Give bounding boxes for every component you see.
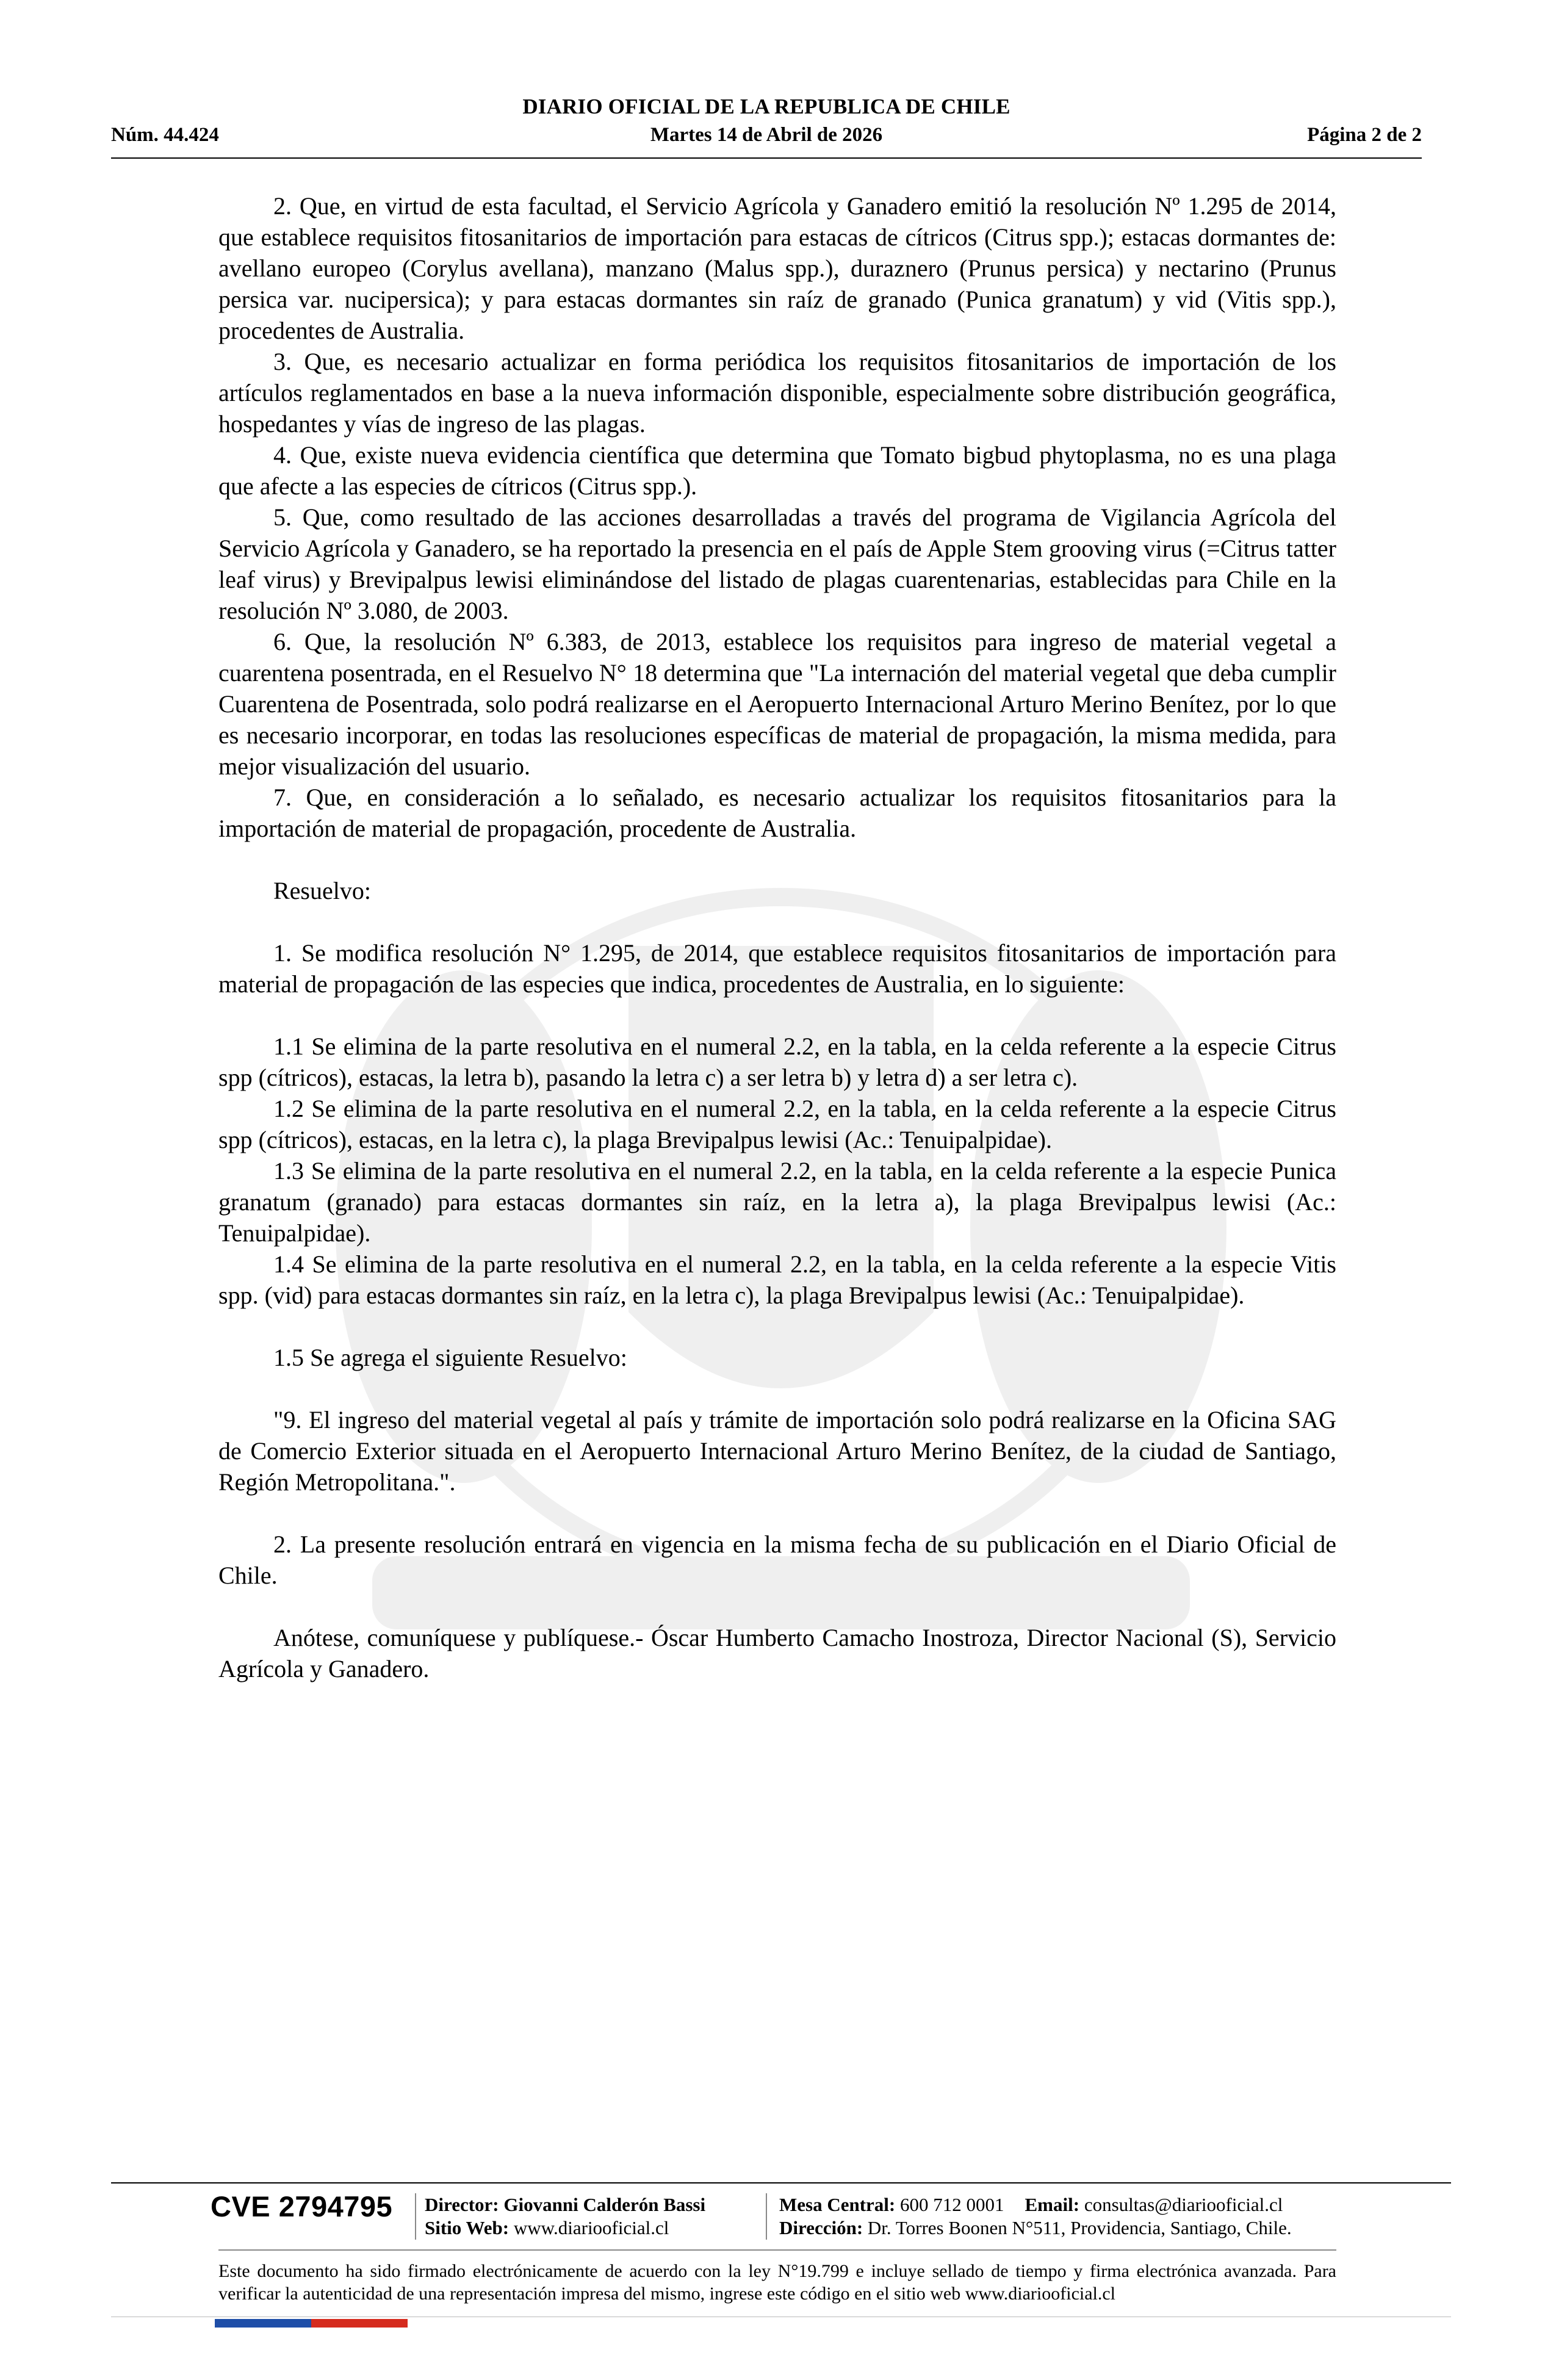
issue-date: Martes 14 de Abril de 2026 — [650, 124, 883, 146]
paragraph: 6. Que, la resolución Nº 6.383, de 2013, establece los requisitos para ingreso de material vegetal a cuarentena posentrada, en el Resuelvo N° 18 determina que "La internación del material vegetal que deba cumplir Cuarentena de Posentrada, solo podrá realizarse en el Aeropuerto Internacional Arturo Merino Benítez, por lo que es necesario incorporar, en todas las resoluciones específicas de material de propagación, la misma medida, para mejor visualización del usuario. — [218, 628, 1336, 780]
footer-note-divider — [218, 2249, 1336, 2251]
footer-separator — [415, 2193, 416, 2240]
page-header — [111, 95, 1422, 162]
site-label: Sitio Web: — [425, 2217, 510, 2238]
paragraph: 4. Que, existe nueva evidencia científica que determina que Tomato bigbud phytoplasma, no es una plaga que afecte a las especies de cítricos (Citrus spp.). — [218, 441, 1336, 500]
paragraph: 3. Que, es necesario actualizar en forma periódica los requisitos fitosanitarios de importación de los artículos reglamentados en base a la nueva información disponible, especialmente sobre distribución geográfica, hospedantes y vías de ingreso de las plagas. — [218, 348, 1336, 438]
document-body — [218, 190, 1336, 1684]
quoted-resolution: "9. El ingreso del material vegetal al país y trámite de importación solo podrá realizarse en la Oficina SAG de Comercio Exterior situada en el Aeropuerto Internacional Arturo Merino Benítez, de la ciudad de Santiago, Región Metropolitana.". — [218, 1406, 1336, 1496]
paragraph: 1.4 Se elimina de la parte resolutiva en el numeral 2.2, en la tabla, en la celda referente a la especie Vitis spp. (vid) para estacas dormantes sin raíz, en la letra c), la plaga Brevipalpus lewisi (Ac.: Tenuipalpidae). — [218, 1250, 1336, 1309]
address-label: Dirección: — [779, 2217, 863, 2238]
header-divider — [111, 157, 1422, 159]
paragraph: 7. Que, en consideración a lo señalado, es necesario actualizar los requisitos fitosanitarios para la importación de material de propagación, procedente de Australia. — [218, 784, 1336, 842]
paragraph: 2. La presente resolución entrará en vigencia en la misma fecha de su publicación en el Diario Oficial de Chile. — [218, 1531, 1336, 1589]
director-name: Giovanni Calderón Bassi — [503, 2194, 706, 2215]
director-label: Director: — [425, 2194, 499, 2215]
paragraph: 1. Se modifica resolución N° 1.295, de 2014, que establece requisitos fitosanitarios de importación para material de propagación de las especies que indica, procedentes de Australia, en lo siguiente: — [218, 939, 1336, 998]
footer-divider — [111, 2182, 1451, 2183]
flag-blue-bar — [215, 2319, 311, 2328]
paragraph: 1.5 Se agrega el siguiente Resuelvo: — [273, 1344, 627, 1371]
flag-red-bar — [311, 2319, 408, 2328]
paragraph: 1.2 Se elimina de la parte resolutiva en el numeral 2.2, en la tabla, en la celda referente a la especie Citrus spp (cítricos), estacas, en la letra c), la plaga Brevipalpus lewisi (Ac.: Tenuipalpidae). — [218, 1095, 1336, 1153]
flag-stripe — [215, 2319, 408, 2328]
address-value: Dr. Torres Boonen N°511, Providencia, Santiago, Chile. — [867, 2217, 1292, 2238]
paragraph: 1.3 Se elimina de la parte resolutiva en el numeral 2.2, en la tabla, en la celda referente a la especie Punica granatum (granado) para estacas dormantes sin raíz, en la letra a), la plaga Brevipalpus lewisi (Ac.: Tenuipalpidae). — [218, 1157, 1336, 1247]
cve-code: CVE 2794795 — [211, 2190, 393, 2223]
paragraph: 2. Que, en virtud de esta facultad, el Servicio Agrícola y Ganadero emitió la resolución Nº 1.295 de 2014, que establece requisitos fitosanitarios de importación para estacas de cítricos (Citrus spp.); estacas dormantes de: avellano europeo (Corylus avellana), manzano (Malus spp.), duraznero (Prunus persica) y nectarino (Prunus persica var. nucipersica); y para estacas dormantes sin raíz de granado (Punica granatum) y vid (Vitis spp.), procedentes de Australia. — [218, 192, 1336, 344]
signature-paragraph: Anótese, comuníquese y publíquese.- Óscar Humberto Camacho Inostroza, Director Nacional (S), Servicio Agrícola y Ganadero. — [218, 1624, 1336, 1682]
footer-director-info — [425, 2193, 705, 2240]
site-link[interactable]: www.diariooficial.cl — [513, 2217, 669, 2238]
email-link[interactable]: consultas@diariooficial.cl — [1084, 2194, 1283, 2215]
issue-number: Núm. 44.424 — [111, 124, 219, 146]
footer-legal-note: Este documento ha sido firmado electrónicamente de acuerdo con la ley N°19.799 e incluye sellado de tiempo y firma electrónica avanzada. Para verificar la autenticidad de una representación impresa del mismo, ingrese este código en el sitio web www.diariooficial.cl — [218, 2261, 1336, 2304]
mesa-label: Mesa Central: — [779, 2194, 896, 2215]
email-label: Email: — [1025, 2194, 1080, 2215]
paragraph: 1.1 Se elimina de la parte resolutiva en el numeral 2.2, en la tabla, en la celda referente a la especie Citrus spp (cítricos), estacas, la letra b), pasando la letra c) a ser letra b) y letra d) a ser letra c). — [218, 1033, 1336, 1091]
newspaper-title: DIARIO OFICIAL DE LA REPUBLICA DE CHILE — [522, 95, 1010, 118]
page-counter: Página 2 de 2 — [1307, 124, 1422, 146]
resolution-heading: Resuelvo: — [273, 877, 371, 904]
footer-contact-info — [779, 2193, 1292, 2240]
paragraph: 5. Que, como resultado de las acciones desarrolladas a través del programa de Vigilancia Agrícola del Servicio Agrícola y Ganadero, se ha reportado la presencia en el país de Apple Stem grooving virus (=Citrus tatter leaf virus) y Brevipalpus lewisi eliminándose del listado de plagas cuarentenarias, establecidas para Chile en la resolución Nº 3.080, de 2003. — [218, 503, 1336, 624]
footer-separator — [766, 2193, 767, 2240]
mesa-phone: 600 712 0001 — [900, 2194, 1004, 2215]
